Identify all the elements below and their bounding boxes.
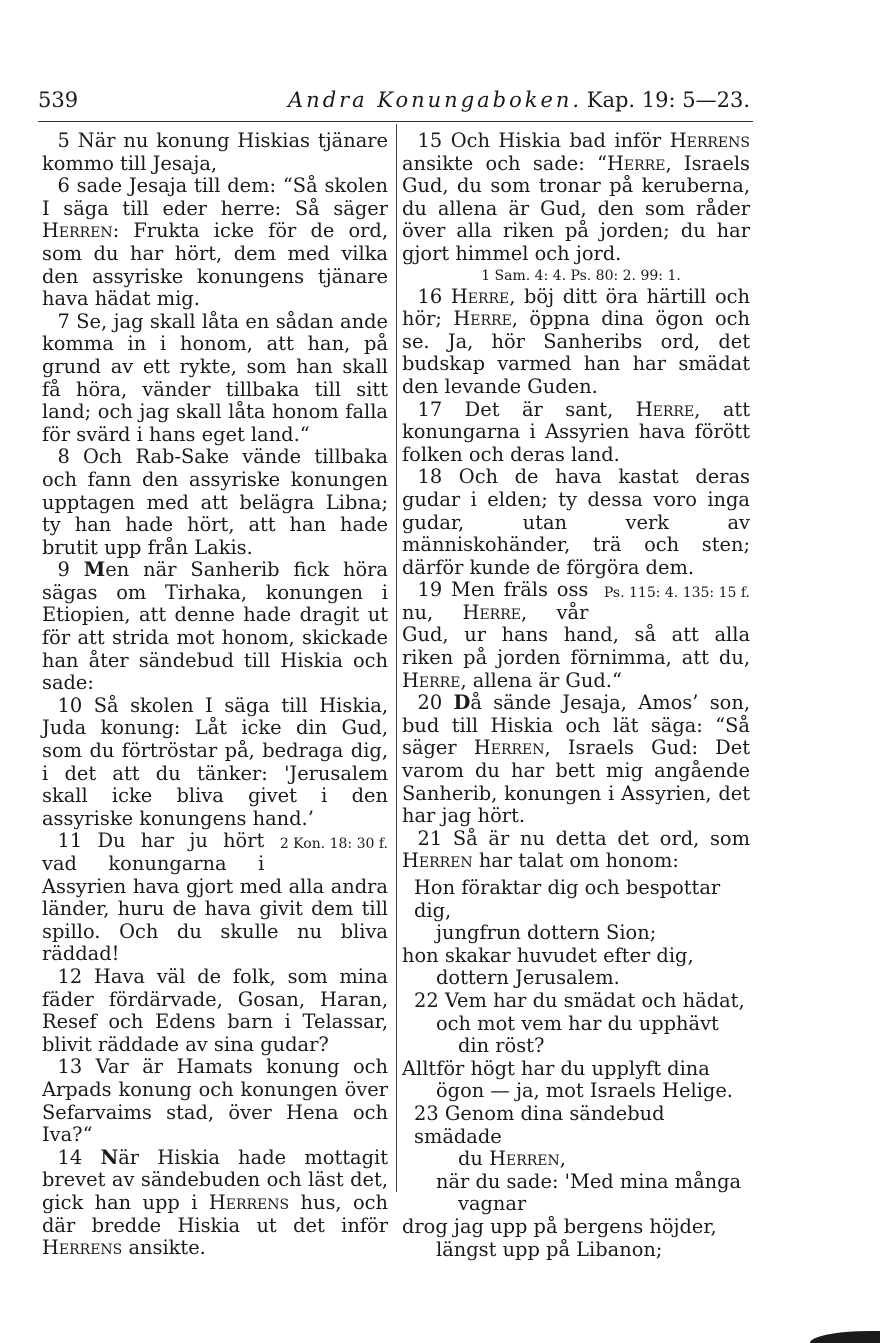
verse-21: 21 Så är nu detta det ord, som Herren har talat om honom: (402, 826, 750, 873)
verse-13: 13 Var är Hamats konung och Arpads konung och konungen över Sefarvaims stad, över Hena och Iva?“ (42, 1055, 388, 1147)
cross-reference: Ps. 115: 4. 135: 15 f. (603, 585, 750, 602)
poem-line: längst upp på Libanon; (436, 1237, 663, 1261)
verse-11: 11 Du har ju hört vad konungarna i Assyrien hava gjort med alla andra länder, huru de hava givit dem till spillo. Och du skulle nu bliva räddad! (42, 829, 388, 966)
header-rule (38, 121, 753, 122)
poem-line: när du sade: 'Med mina många (436, 1169, 742, 1193)
poem-line: hon skakar huvudet efter dig, (402, 943, 694, 967)
column-divider (396, 124, 397, 1192)
verse-15: 15 Och Hiskia bad inför Herrens ansikte och sade: “Herre, Israels Gud, du som tronar på keruberna, du allena är Gud, den som råder över alla riken på jorden; du har gjort himmel och jord. (402, 129, 750, 265)
verse-18: 18 Och de hava kastat deras gudar i elden; ty dessa voro inga gudar, utan verk av människohänder, trä och sten; därför kunde de förgöra dem. Ps. 115: 4. 135: 15 f. (402, 466, 750, 579)
poem-line: 23 Genom dina sändebud smädade (414, 1101, 665, 1148)
poem-block (402, 877, 750, 1261)
poem-line: Hon föraktar dig och bespottar dig, (414, 876, 721, 922)
cross-reference: 2 Kon. 18: 30 f. (279, 836, 388, 853)
cross-reference: 1 Sam. 4: 4. Ps. 80: 2. 99: 1. (481, 267, 681, 284)
left-column (42, 130, 388, 1260)
page-number: 539 (38, 88, 79, 112)
poem-line: ögon — ja, mot Israels Helige. (436, 1079, 733, 1103)
poem-line: dottern Jerusalem. (436, 966, 620, 990)
verse-17: 17 Det är sant, Herre, att konungarna i Assyrien hava förött folken och deras land. (402, 397, 751, 466)
verse-14: 14 När Hiskia hade mottagit brevet av sändebuden och läst det, gick han upp i Herrens hus, och där bredde Hiskia ut det inför Herrens ansikte. (42, 1145, 388, 1260)
scan-edge-shadow (810, 1331, 880, 1343)
verse-9: 9 Men när Sanherib fick höra sägas om Tirhaka, konungen i Etiopien, att denne hade dragit ut för att strida mot honom, skickade han åter sändebud till Hiskia och sade: (42, 558, 388, 695)
poem-line: vagnar (458, 1192, 527, 1216)
poem-line: och mot vem har du upphävt (436, 1011, 719, 1035)
verse-6: 6 sade Jesaja till dem: “Så skolen I säga till eder herre: Så säger Herren: Frukta icke för de ord, som du har hört, dem med vilka den assyriske konungens tjänare hava hädat mig. (42, 174, 388, 311)
chapter-reference: Kap. 19: 5—23. (586, 88, 750, 112)
poem-line: du Herren, (458, 1147, 566, 1171)
verse-10: 10 Så skolen I säga till Hiskia, Juda konung: Låt icke din Gud, som du förtröstar på, bedraga dig, i det att du tänker: 'Jerusalem skall icke bliva givet i den assyriske konungens hand.’ 2 Kon. 18: 30 f. (42, 695, 388, 831)
poem-line: drog jag upp på bergens höjder, (402, 1214, 717, 1238)
verse-16: 16 Herre, böj ditt öra härtill och hör; Herre, öppna dina ögon och se. Ja, hör Sanheribs ord, det budskap varmed han har smädat den levande Guden. (402, 284, 750, 398)
verse-20: 20 Då sände Jesaja, Amos’ son, bud till Hiskia och lät säga: “Så säger Herren, Israels Gud: Det varom du har bett mig angående Sanherib, konungen i Assyrien, det har jag hört. (402, 691, 750, 828)
verse-8: 8 Och Rab-Sake vände tillbaka och fann den assyriske konungen upptagen med att belägra Libna; ty han hade hört, att han hade brutit upp från Lakis. (42, 445, 388, 559)
right-column (402, 130, 750, 1261)
page-header (38, 88, 750, 120)
verse-7: 7 Se, jag skall låta en sådan ande komma in i honom, att han, på grund av ett rykte, som han skall få höra, vänder tillbaka till sitt land; och jag skall låta honom falla för svärd i hans eget land.“ (42, 309, 388, 446)
running-title: Andra Konungaboken. (288, 88, 583, 112)
poem-line: Alltför högt har du upplyft dina (402, 1056, 710, 1080)
poem-line: din röst? (458, 1034, 545, 1058)
verse-12: 12 Hava väl de folk, som mina fäder fördärvade, Gosan, Haran, Resef och Edens barn i Telassar, blivit räddade av sina gudar? (42, 964, 388, 1056)
verse-19: 19 Men fräls oss nu, Herre, vår Gud, ur hans hand, så att alla riken på jorden förnimma, att du, Herre, allena är Gud.“ (402, 578, 750, 692)
poem-line: jungfrun dottern Sion; (436, 921, 657, 945)
poem-line: 22 Vem har du smädat och hädat, (414, 988, 745, 1012)
verse-5: 5 När nu konung Hiskias tjänare kommo till Jesaja, (42, 129, 388, 175)
